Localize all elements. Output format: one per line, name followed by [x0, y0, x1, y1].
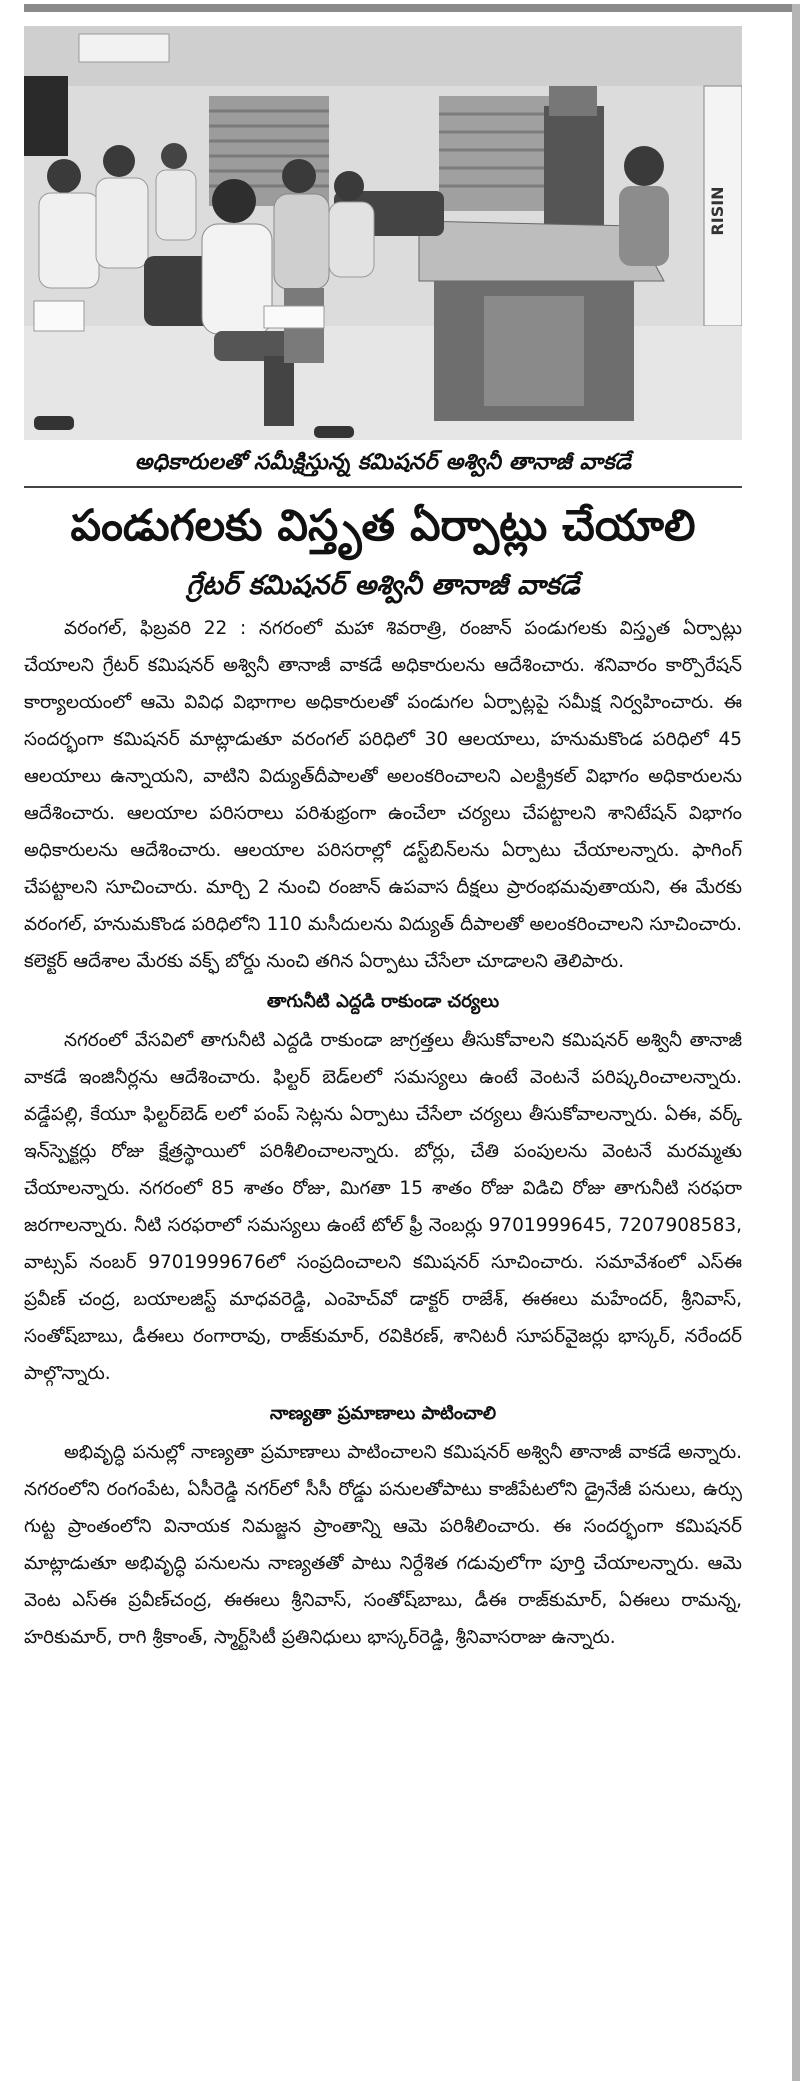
photo-caption: అధికారులతో సమీక్షిస్తున్న కమిషనర్ అశ్వినీ తానాజీ వాకడే	[134, 450, 632, 475]
news-photo	[24, 26, 742, 440]
right-border-rule	[792, 4, 800, 2081]
photo-banner-text: RISIN	[708, 186, 727, 236]
top-border-rule	[24, 4, 800, 12]
article-paragraph-1: వరంగల్, ఫిబ్రవరి 22 : నగరంలో మహా శివరాత్రి, రంజాన్ పండుగలకు విస్తృత ఏర్పాట్లు చేయాలని గ్రేటర్ కమిషనర్ అశ్వినీ తానాజీ వాకడే అధికారులను ఆదేశించారు. శనివారం కార్పొరేషన్ కార్యాలయంలో ఆమె వివిధ విభాగాల అధికారులతో పండుగల ఏర్పాట్లపై సమీక్ష నిర్వహించారు. ఈ సందర్భంగా కమిషనర్ మాట్లాడుతూ వరంగల్ పరిధిలో 30 ఆలయాలు, హనుమకొండ పరిధిలో 45 ఆలయాలు ఉన్నాయని, వాటిని విద్యుత్‌దీపాలతో అలంకరించాలని ఎలక్ట్రికల్ విభాగం అధికారులను ఆదేశించారు. ఆలయాల పరిసరాలు పరిశుభ్రంగా ఉంచేలా చర్యలు చేపట్టాలని శానిటేషన్ విభాగం అధికారులను ఆదేశించారు. ఆలయాల పరిసరాల్లో డస్ట్‌బిన్‌లను ఏర్పాటు చేయాలన్నారు. ఫాగింగ్ చేపట్టాలని సూచించారు. మార్చి 2 నుంచి రంజాన్ ఉపవాస దీక్షలు ప్రారంభమవుతాయని, ఈ మేరకు వరంగల్, హనుమకొండ పరిధిలోని 110 మసీదులను విద్యుత్ దీపాలతో అలంకరించాలని సూచించారు. కలెక్టర్ ఆదేశాల మేరకు వక్ఫ్ బోర్డు నుంచి తగిన ఏర్పాటు చేసేలా చూడాలని తెలిపారు.	[24, 618, 742, 972]
section-heading-water: తాగునీటి ఎద్దడి రాకుండా చర్యలు	[266, 991, 500, 1012]
article-headline: పండుగలకు విస్తృత ఏర్పాట్లు చేయాలి	[70, 501, 696, 551]
article-subheadline: గ్రేటర్ కమిషనర్ అశ్వినీ తానాజీ వాకడే	[186, 570, 580, 601]
article-paragraph-3: అభివృద్ధి పనుల్లో నాణ్యతా ప్రమాణాలు పాటించాలని కమిషనర్ అశ్వినీ తానాజీ వాకడే అన్నారు. నగరంలోని రంగంపేట, ఏసీరెడ్డి నగర్‌లో సీసీ రోడ్డు పనులతోపాటు కాజీపేటలోని డ్రైనేజీ పనులు, ఉర్సు గుట్ట ప్రాంతంలోని వినాయక నిమజ్జన ప్రాంతాన్ని ఆమె పరిశీలించారు. ఈ సందర్భంగా కమిషనర్ మాట్లాడుతూ అభివృద్ధి పనులను నాణ్యతతో పాటు నిర్దేశిత గడువులోగా పూర్తి చేయాలన్నారు. ఆమె వెంట ఎస్ఈ ప్రవీణ్‌చంద్ర, ఈఈలు శ్రీనివాస్, సంతోష్‌బాబు, డీఈ రాజ్‌కుమార్, ఏఈలు రామన్న, హరికుమార్, రాగి శ్రీకాంత్, స్మార్ట్‌సిటీ ప్రతినిధులు భాస్కర్‌రెడ్డి, శ్రీనివాసరాజు ఉన్నారు.	[24, 1442, 742, 1648]
caption-divider	[24, 486, 742, 488]
section-heading-quality: నాణ్యతా ప్రమాణాలు పాటించాలి	[269, 1403, 497, 1424]
article-body	[24, 610, 742, 1656]
article-paragraph-2: నగరంలో వేసవిలో తాగునీటి ఎద్దడి రాకుండా జాగ్రత్తలు తీసుకోవాలని కమిషనర్ అశ్వినీ తానాజీ వాకడే ఇంజినీర్లను ఆదేశించారు. ఫిల్టర్ బెడ్‌లలో సమస్యలు ఉంటే వెంటనే పరిష్కరించాలన్నారు. వడ్డేపల్లి, కేయూ ఫిల్టర్‌బెడ్ లలో పంప్ సెట్లను ఏర్పాటు చేసేలా చర్యలు తీసుకోవాలన్నారు. ఏఈ, వర్క్ ఇన్‌స్పెక్టర్లు రోజు క్షేత్రస్థాయిలో పరిశీలించాలన్నారు. బోర్లు, చేతి పంపులను వెంటనే మరమ్మతు చేయాలన్నారు. నగరంలో 85 శాతం రోజు, మిగతా 15 శాతం రోజు విడిచి రోజు తాగునీటి సరఫరా జరగాలన్నారు. నీటి సరఫరాలో సమస్యలు ఉంటే టోల్ ఫ్రీ నెంబర్లు 9701999645, 7207908583, వాట్సప్ నంబర్ 9701999676లో సంప్రదించాలని కమిషనర్ సూచించారు. సమావేశంలో ఎస్ఈ ప్రవీణ్ చంద్ర, బయాలజిస్ట్ మాధవరెడ్డి, ఎంహెచ్‌వో డాక్టర్ రాజేశ్, ఈఈలు మహేందర్, శ్రీనివాస్, సంతోష్‌బాబు, డీఈలు రంగారావు, రాజ్‌కుమార్, రవికిరణ్, శానిటరీ సూపర్‌వైజర్లు భాస్కర్, నరేందర్ పాల్గొన్నారు.	[24, 1030, 742, 1384]
meeting-room-photo	[24, 26, 742, 440]
